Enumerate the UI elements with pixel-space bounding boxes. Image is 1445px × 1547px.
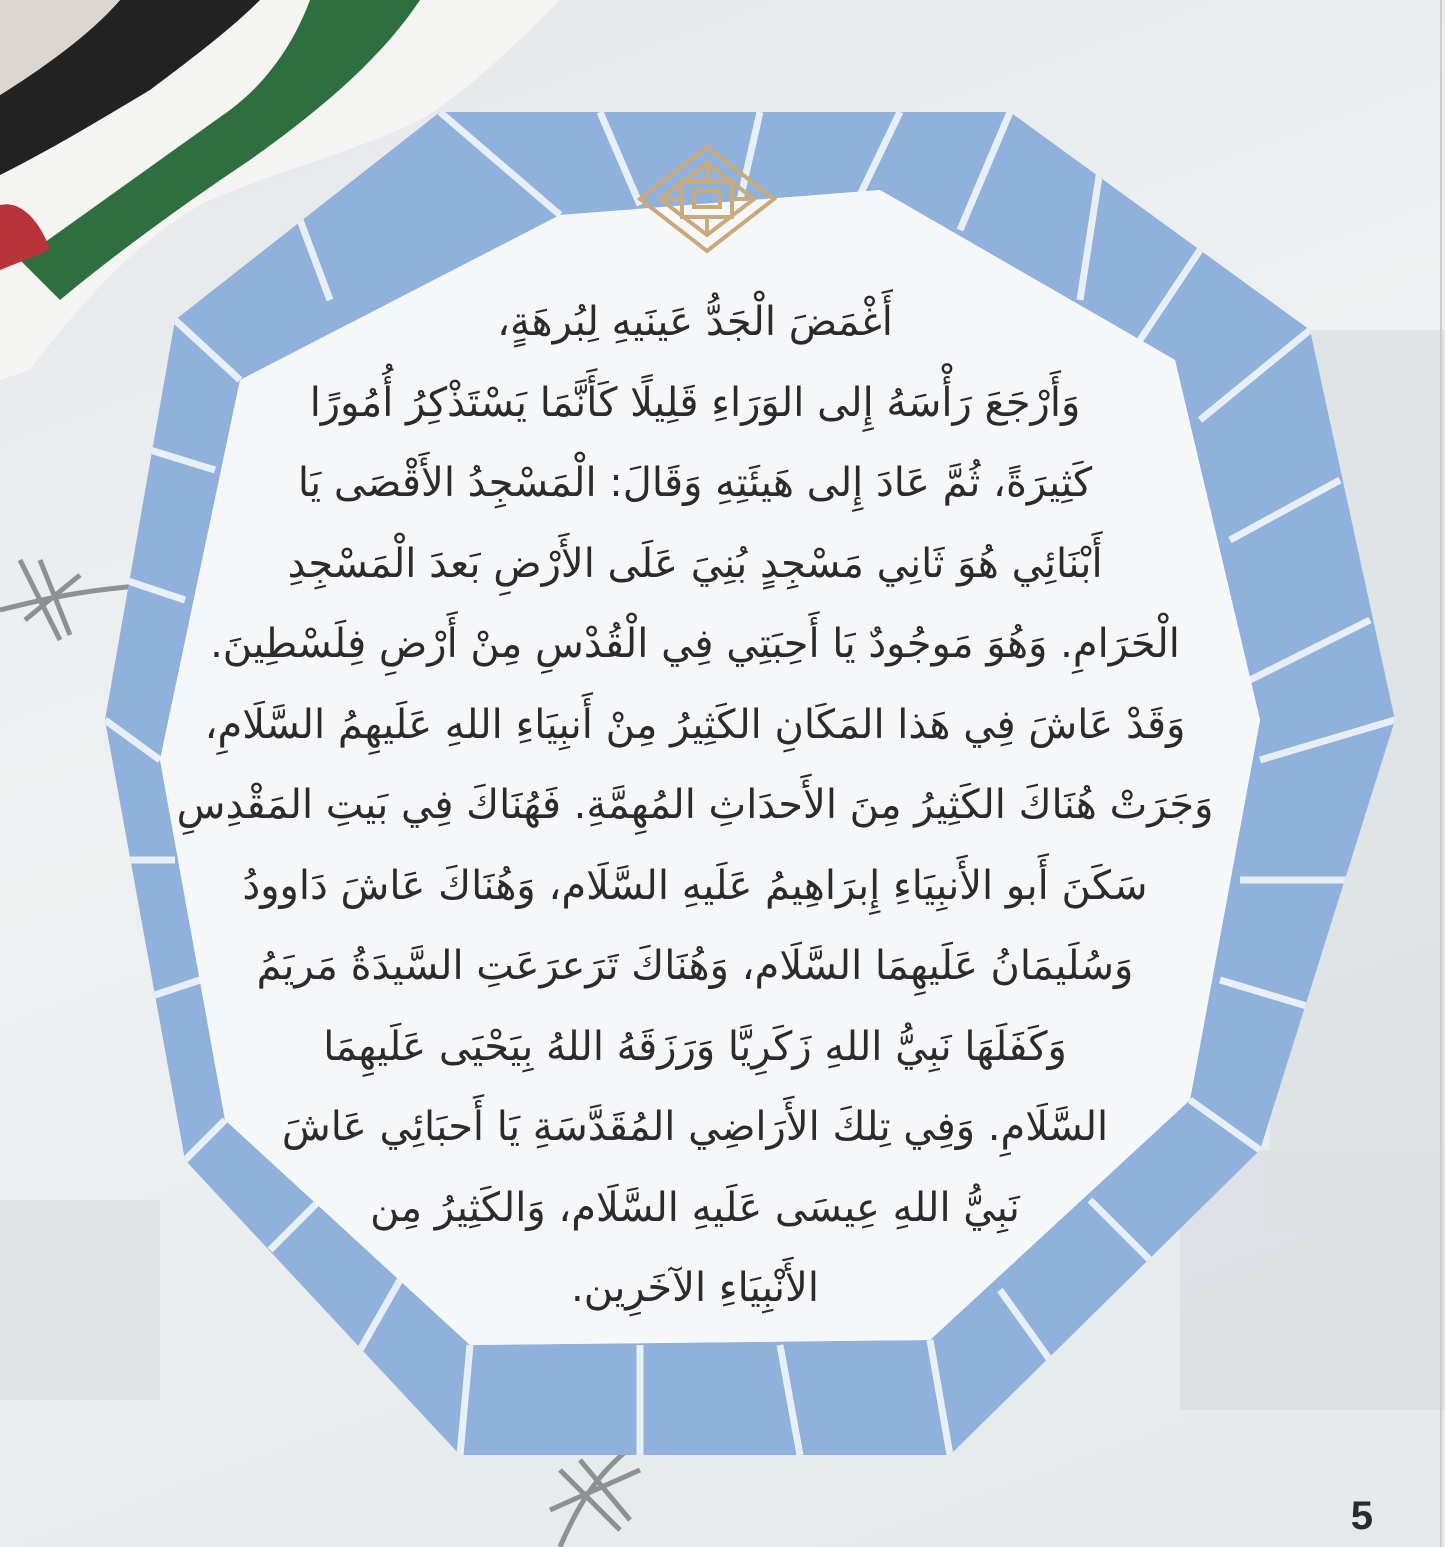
- story-text: [150, 282, 1240, 1329]
- text-line: وَأَرْجَعَ رَأْسَهُ إِلى الوَرَاءِ قَلِيلًا كَأَنَّمَا يَسْتَذْكِرُ أُمُورًا: [309, 379, 1081, 426]
- text-line: وَقَدْ عَاشَ فِي هَذا المَكَانِ الكَثِيرُ مِنْ أَنبِيَاءِ اللهِ عَلَيهِمُ السَّلَامِ،: [204, 701, 1186, 748]
- text-line: كَثِيرَةً، ثُمَّ عَادَ إِلى هَيئَتِهِ وَقَالَ: الْمَسْجِدُ الأَقْصَى يَا: [297, 460, 1093, 506]
- text-line: أَغْمَضَ الْجَدُّ عَينَيهِ لِبُرهَةٍ،: [497, 299, 893, 345]
- text-line: الْحَرَامِ. وَهُوَ مَوجُودٌ يَا أَحِبَتِي فِي الْقُدْسِ مِنْ أَرْضِ فِلَسْطِينَ.: [210, 621, 1180, 667]
- text-line: وَكَفَلَهَا نَبِيُّ اللهِ زَكَرِيَّا وَرَزَقَهُ اللهُ بِيَحْيَى عَلَيهِمَا: [323, 1023, 1067, 1070]
- page-number: 5: [1350, 1494, 1373, 1538]
- text-line: الأَنْبِيَاءِ الآخَرِين.: [571, 1265, 819, 1311]
- text-line: وَسُلَيمَانُ عَلَيهِمَا السَّلَام، وَهُنَاكَ تَرَعرَعَتِ السَّيدَةُ مَريَمُ: [256, 943, 1134, 989]
- kufic-knot-icon: [636, 143, 778, 255]
- text-line: أَبْنَائِي هُوَ ثَانِي مَسْجِدٍ بُنِيَ عَلَى الأَرْضِ بَعدَ الْمَسْجِدِ: [287, 540, 1103, 587]
- text-line: نَبِيُّ اللهِ عِيسَى عَلَيهِ السَّلَام، وَالكَثِيرُ مِن: [370, 1184, 1020, 1231]
- text-line: السَّلَامِ. وَفِي تِلكَ الأَرَاضِي المُقَدَّسَةِ يَا أَحبَائِي عَاشَ: [281, 1104, 1109, 1150]
- text-line: سَكَنَ أَبو الأَنبِيَاءِ إِبرَاهِيمُ عَلَيهِ السَّلَام، وَهُنَاكَ عَاشَ دَاوودُ: [242, 862, 1148, 909]
- text-line: وَجَرَتْ هُنَاكَ الكَثِيرُ مِنَ الأَحدَاثِ المُهِمَّةِ. فَهُنَاكَ فِي بَيتِ المَقْدِسِ: [176, 782, 1214, 828]
- page-edge-line: [1440, 0, 1442, 1547]
